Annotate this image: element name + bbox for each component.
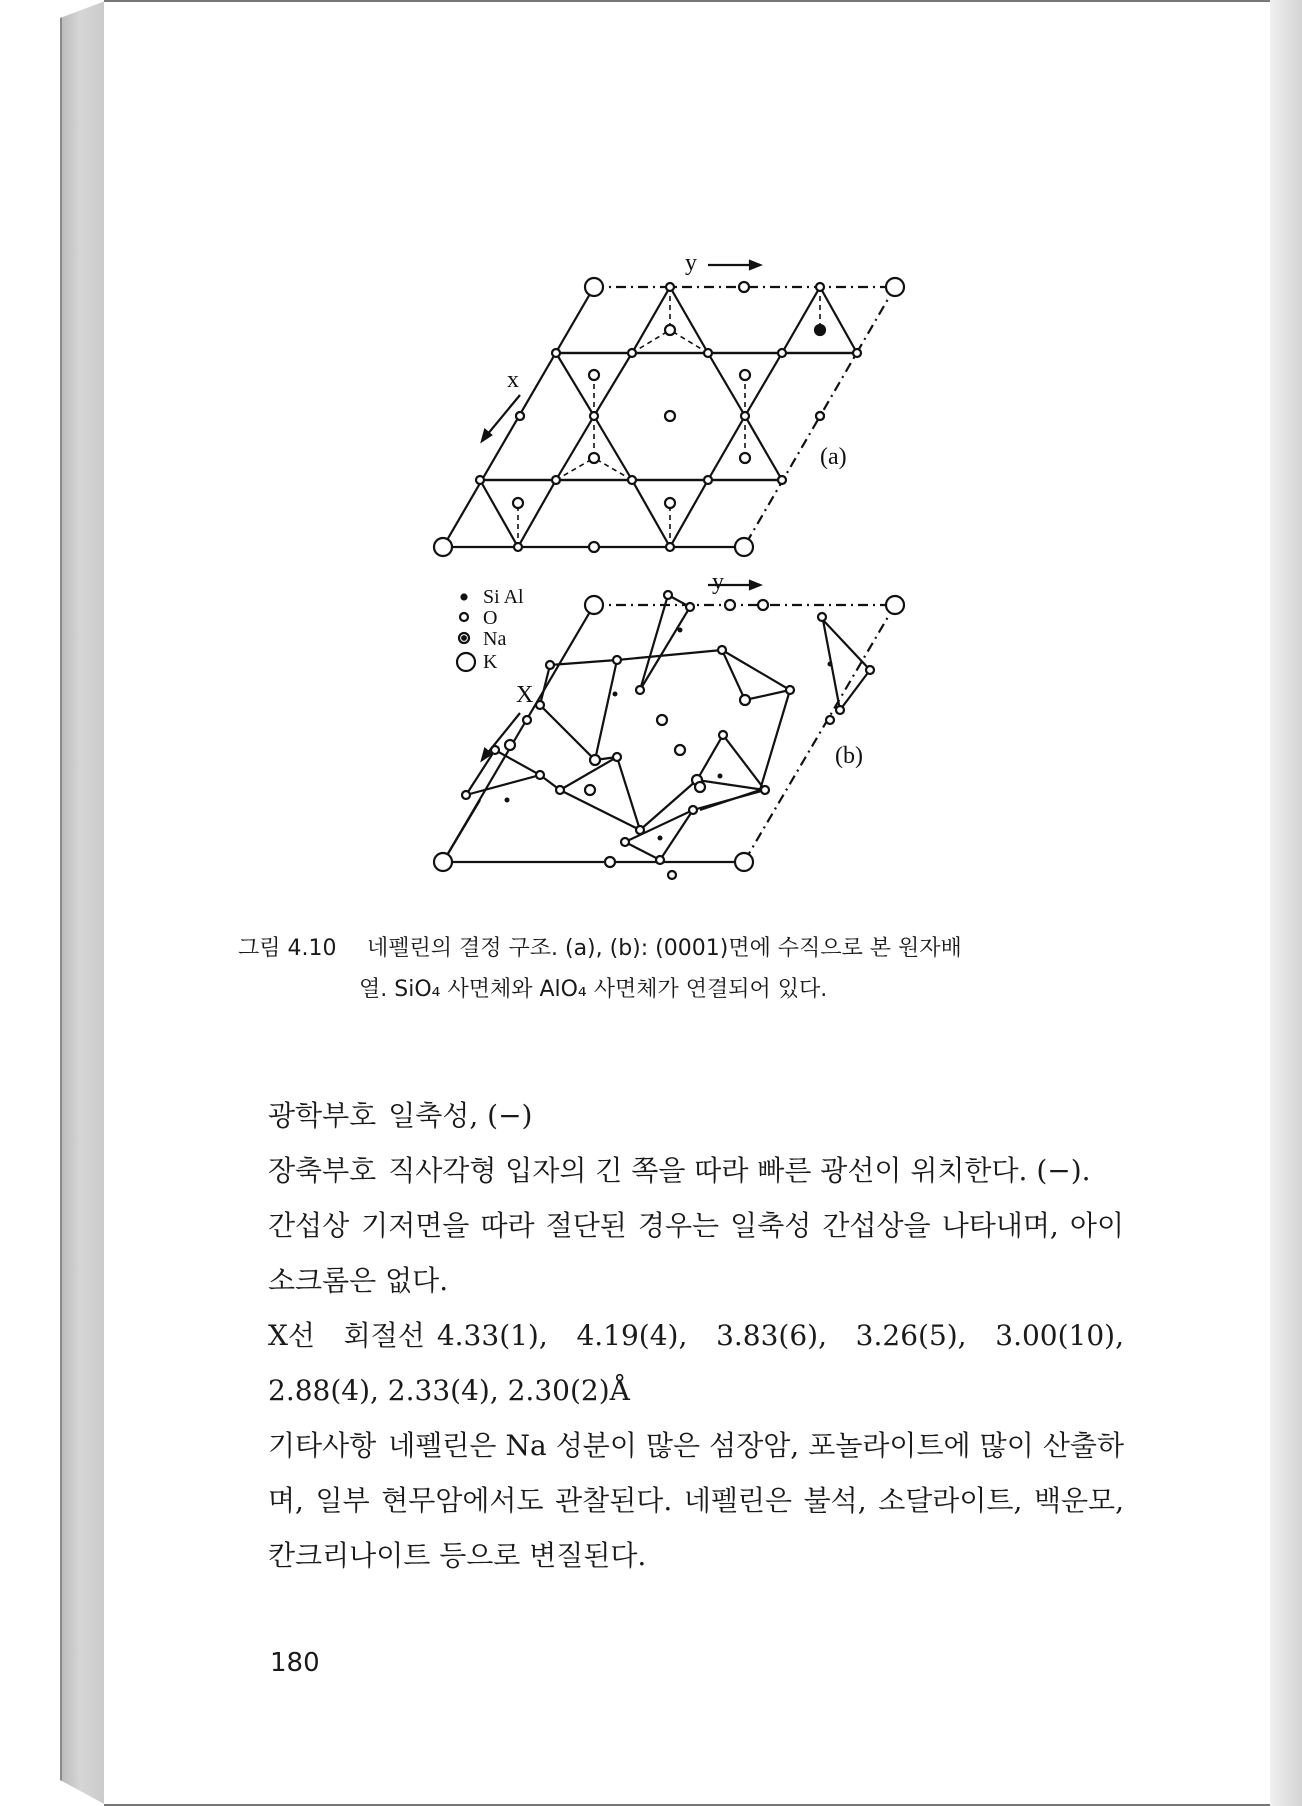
paragraph-xray-lines — [232, 1308, 1124, 1418]
caption-text-1: 네펠린의 결정 구조. (a), (b): (0001)면에 수직으로 본 원자배 — [367, 936, 962, 961]
paragraph-optic-sign — [232, 1088, 1124, 1143]
caption-line-1 — [238, 928, 1138, 969]
legend-label-k: K — [483, 651, 498, 673]
text-interference-figure: 기저면을 따라 절단된 경우는 일축성 간섭상을 나타내며, 아이소크롬은 없다. — [268, 1209, 1124, 1297]
panel-b-x-axis-label: X — [516, 682, 534, 708]
panel-a-x-axis-label: x — [507, 367, 519, 393]
text-elongation-sign: 직사각형 입자의 긴 쪽을 따라 빠른 광선이 위치한다. (−). — [388, 1154, 1091, 1187]
paragraph-other-notes — [232, 1418, 1124, 1583]
term-interference-figure: 간섭상 — [268, 1209, 350, 1242]
figure-caption — [238, 928, 1138, 1010]
paragraph-elongation-sign — [232, 1143, 1124, 1198]
term-xray-lines: X선 회절선 — [268, 1319, 425, 1352]
panel-b-label: (b) — [835, 743, 863, 769]
panel-b-lattice — [443, 595, 895, 862]
legend-label-o: O — [483, 607, 498, 629]
panel-a-label: (a) — [820, 444, 847, 470]
caption-figure-number: 그림 4.10 — [238, 936, 337, 961]
legend-symbols — [457, 595, 475, 672]
nepheline-crystal-structure-figure — [0, 0, 1302, 900]
term-other-notes: 기타사항 — [268, 1429, 377, 1462]
text-optic-sign: 일축성, (−) — [388, 1099, 533, 1132]
body-text — [232, 1088, 1124, 1583]
page-number: 180 — [270, 1648, 320, 1678]
panel-a-y-axis-label: y — [685, 250, 697, 276]
caption-line-2: 열. SiO₄ 사면체와 AlO₄ 사면체가 연결되어 있다. — [359, 977, 828, 1002]
legend-label-si-al: Si Al — [483, 586, 524, 608]
panel-b-y-axis-label: y — [712, 569, 724, 595]
term-elongation-sign: 장축부호 — [268, 1154, 377, 1187]
text-other-notes: 네펠린은 Na 성분이 많은 섬장암, 포놀라이트에 많이 산출하며, 일부 현무암에서도 관찰된다. 네펠린은 불석, 소달라이트, 백운모, 칸크리나이트 등으로 변질된다. — [268, 1429, 1124, 1572]
paragraph-interference-figure — [232, 1198, 1124, 1308]
legend-label-na: Na — [483, 628, 507, 650]
text-xray-lines: 4.33(1), 4.19(4), 3.83(6), 3.26(5), 3.00(10), 2.88(4), 2.33(4), 2.30(2)Å — [268, 1319, 1125, 1407]
panel-a-atoms — [434, 278, 904, 556]
term-optic-sign: 광학부호 — [268, 1099, 377, 1132]
